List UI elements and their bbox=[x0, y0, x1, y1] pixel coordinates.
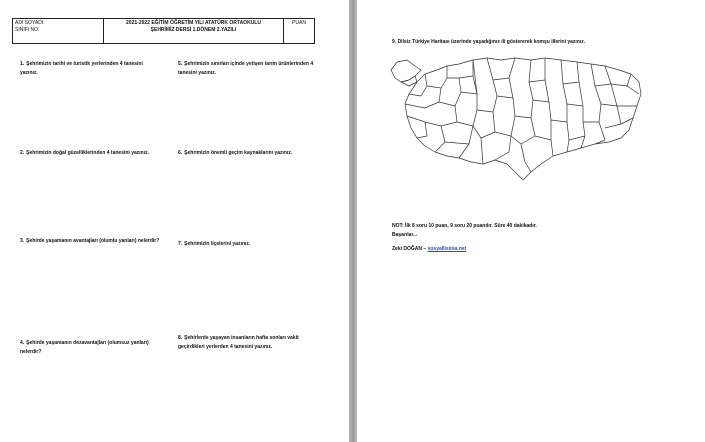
turkey-blank-map bbox=[385, 52, 645, 184]
question-text: Şehirlerde yaşayan insanların hafta sonları vakit geçirdikleri yerlerden 4 tanesini yazınız. bbox=[178, 335, 299, 350]
question-4 bbox=[20, 339, 160, 357]
question-number: 5. bbox=[178, 61, 183, 67]
question-1 bbox=[20, 60, 160, 78]
question-number: 1. bbox=[20, 61, 25, 67]
question-text: Şehrimizin doğal güzelliklerinden 4 tanesini yazınız. bbox=[26, 150, 149, 156]
question-text: Şehrimizin tarihi ve turistik yerlerinden 4 tanesini yazınız. bbox=[20, 61, 143, 76]
question-7 bbox=[178, 240, 318, 249]
student-info-cell[interactable] bbox=[13, 19, 104, 44]
name-label: ADI SOYADI: bbox=[15, 20, 45, 26]
question-2 bbox=[20, 149, 160, 158]
question-5 bbox=[178, 60, 318, 78]
question-text: Şehrimizin önemli geçim kaynaklarını yazınız. bbox=[184, 150, 293, 156]
question-number: 6. bbox=[178, 150, 183, 156]
teacher-name: Zeki DOĞAN – bbox=[392, 246, 427, 252]
teacher-signature bbox=[392, 246, 466, 252]
page-gutter bbox=[349, 0, 357, 442]
question-number: 3. bbox=[20, 238, 25, 244]
exam-note bbox=[392, 222, 537, 240]
map-icon bbox=[385, 52, 645, 184]
question-number: 4. bbox=[20, 340, 25, 346]
teacher-link[interactable]: sosyallisinia.net bbox=[427, 246, 467, 252]
question-number: 8. bbox=[178, 335, 183, 341]
question-number: 7. bbox=[178, 241, 183, 247]
score-cell[interactable] bbox=[284, 19, 315, 44]
question-6 bbox=[178, 149, 318, 158]
note-line-1: NOT: İlk 8 soru 10 puan, 9 soru 20 puandır. Süre 40 dakikadır. bbox=[392, 223, 537, 229]
question-text: Şehirde yaşamanın avantajları (olumlu yanları) nelerdir? bbox=[26, 238, 160, 244]
exam-subtitle: ŞEHRİMİZ DERSİ 1.DÖNEM 2.YAZILI bbox=[150, 27, 237, 33]
question-9 bbox=[392, 39, 585, 45]
question-text: Dilsiz Türkiye Haritası üzerinde yaşadığınız ili göstererek komşu illerini yazınız. bbox=[397, 39, 586, 45]
question-text: Şehrimizin sınırları içinde yetişen tarım ürünlerinden 4 tanesini yazınız. bbox=[178, 61, 314, 76]
exam-title: 2021-2022 EĞİTİM ÖĞRETİM YILI ATATÜRK ORTAOKULU bbox=[126, 20, 261, 26]
score-label: PUAN bbox=[292, 20, 306, 26]
note-line-2: Başarılar... bbox=[392, 232, 418, 238]
question-number: 2. bbox=[20, 150, 25, 156]
question-text: Şehirde yaşamanın dezavantajları (olumsuz yanları) nelerdir? bbox=[20, 340, 149, 355]
exam-title-cell bbox=[104, 19, 284, 44]
question-text: Şehrimizin ilçelerini yazınız. bbox=[184, 241, 251, 247]
question-number: 9. bbox=[392, 39, 397, 45]
question-3 bbox=[20, 237, 160, 246]
class-label: SINIFI NO: bbox=[15, 27, 40, 33]
question-8 bbox=[178, 334, 318, 352]
exam-header-table bbox=[12, 18, 315, 44]
